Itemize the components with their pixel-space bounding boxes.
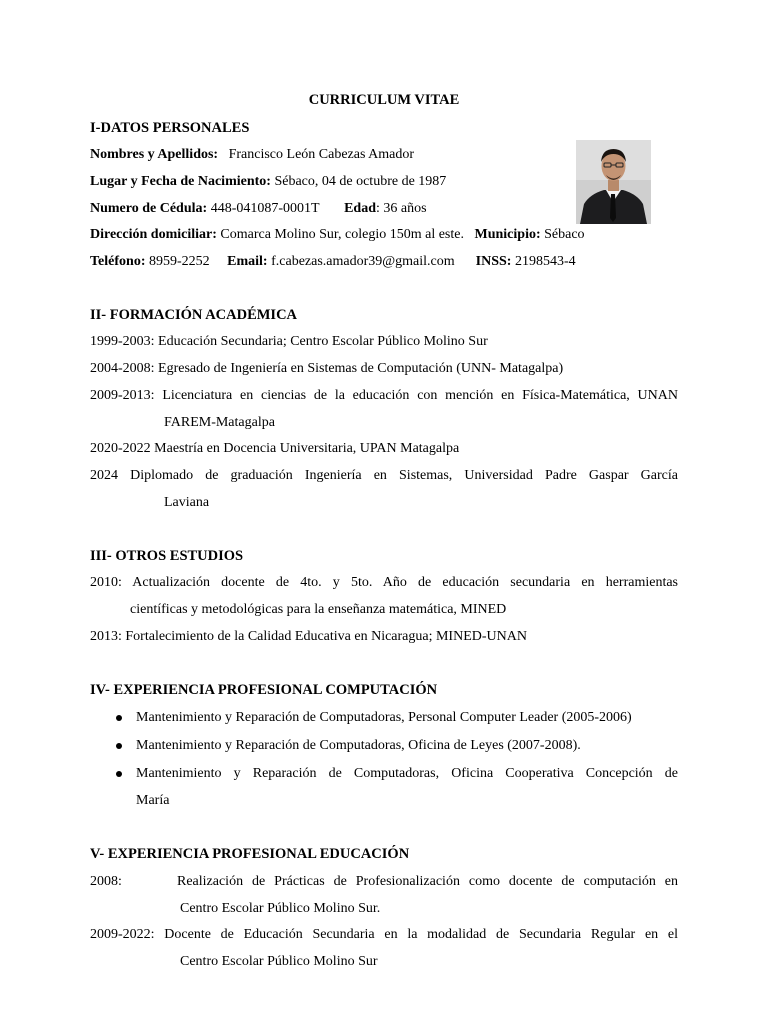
section-heading-teaching: V- EXPERIENCIA PROFESIONAL EDUCACIÓN — [90, 846, 410, 862]
education-item: 1999-2003: Educación Secundaria; Centro Escolar Público Molino Sur — [90, 334, 488, 349]
bullet-icon — [116, 715, 122, 721]
other-study-item: 2013: Fortalecimiento de la Calidad Educativa en Nicaragua; MINED-UNAN — [90, 629, 527, 644]
municipality-label: Municipio: — [474, 227, 541, 242]
education-item: 2009-2013: Licenciatura en ciencias de la educación con mención en Física-Matemática, UNAN — [90, 388, 678, 403]
teaching-item-continuation: Centro Escolar Público Molino Sur — [180, 954, 378, 969]
contact-row — [90, 253, 576, 271]
section-heading-education: II- FORMACIÓN ACADÉMICA — [90, 307, 298, 323]
email-value[interactable]: f.cabezas.amador39@gmail.com — [271, 254, 455, 269]
id-value: 448-041087-0001T — [210, 201, 320, 216]
age-value: : 36 años — [376, 201, 427, 216]
phone-value: 8959-2252 — [148, 254, 210, 269]
id-row — [90, 200, 427, 218]
bullet-icon — [116, 771, 122, 777]
section-heading-personal: I-DATOS PERSONALES — [90, 120, 250, 136]
other-study-item: 2010: Actualización docente de 4to. y 5to. Año de educación secundaria en herramientas — [90, 575, 678, 590]
phone-label: Teléfono: — [90, 254, 146, 269]
profile-photo — [576, 140, 651, 224]
teaching-item-year: 2008: — [90, 874, 122, 889]
email-label: Email: — [227, 254, 268, 269]
teaching-item: Realización de Prácticas de Profesionalización como docente de computación en — [177, 874, 678, 889]
teaching-item-continuation: Centro Escolar Público Molino Sur. — [180, 901, 381, 916]
education-item-continuation: FAREM-Matagalpa — [164, 415, 275, 430]
birth-value: Sébaco, 04 de octubre de 1987 — [274, 174, 447, 189]
id-label: Numero de Cédula: — [90, 201, 208, 216]
page-title: CURRICULUM VITAE — [308, 92, 460, 108]
birth-label: Lugar y Fecha de Nacimiento: — [90, 174, 271, 189]
other-study-item-continuation: científicas y metodológicas para la enseñanza matemática, MINED — [130, 602, 507, 617]
teaching-item: 2009-2022: Docente de Educación Secundaria en la modalidad de Secundaria Regular en el — [90, 927, 678, 942]
computing-item: Mantenimiento y Reparación de Computadoras, Oficina Cooperativa Concepción de — [136, 766, 678, 781]
municipality-value: Sébaco — [544, 227, 585, 242]
computing-item: Mantenimiento y Reparación de Computadoras, Personal Computer Leader (2005-2006) — [136, 710, 632, 725]
address-row — [90, 226, 585, 244]
education-item-continuation: Laviana — [164, 495, 210, 510]
section-heading-other-studies: III- OTROS ESTUDIOS — [90, 548, 244, 564]
section-heading-computing: IV- EXPERIENCIA PROFESIONAL COMPUTACIÓN — [90, 682, 438, 698]
computing-item: Mantenimiento y Reparación de Computadoras, Oficina de Leyes (2007-2008). — [136, 738, 581, 753]
name-row — [90, 146, 414, 164]
address-value: Comarca Molino Sur, colegio 150m al este. — [220, 227, 464, 242]
bullet-icon — [116, 743, 122, 749]
inss-label: INSS: — [475, 254, 512, 269]
cv-page — [90, 0, 678, 1024]
name-label: Nombres y Apellidos: — [90, 147, 219, 162]
address-label: Dirección domiciliar: — [90, 227, 217, 242]
birth-row — [90, 173, 446, 191]
inss-value: 2198543-4 — [514, 254, 576, 269]
education-item: 2024 Diplomado de graduación Ingeniería en Sistemas, Universidad Padre Gaspar García — [90, 468, 678, 483]
age-label: Edad — [344, 201, 376, 216]
education-item: 2020-2022 Maestría en Docencia Universitaria, UPAN Matagalpa — [90, 441, 460, 456]
education-item: 2004-2008: Egresado de Ingeniería en Sistemas de Computación (UNN- Matagalpa) — [90, 361, 564, 376]
computing-item-continuation: María — [136, 793, 170, 808]
portrait-image — [576, 140, 651, 224]
name-value: Francisco León Cabezas Amador — [228, 147, 415, 162]
